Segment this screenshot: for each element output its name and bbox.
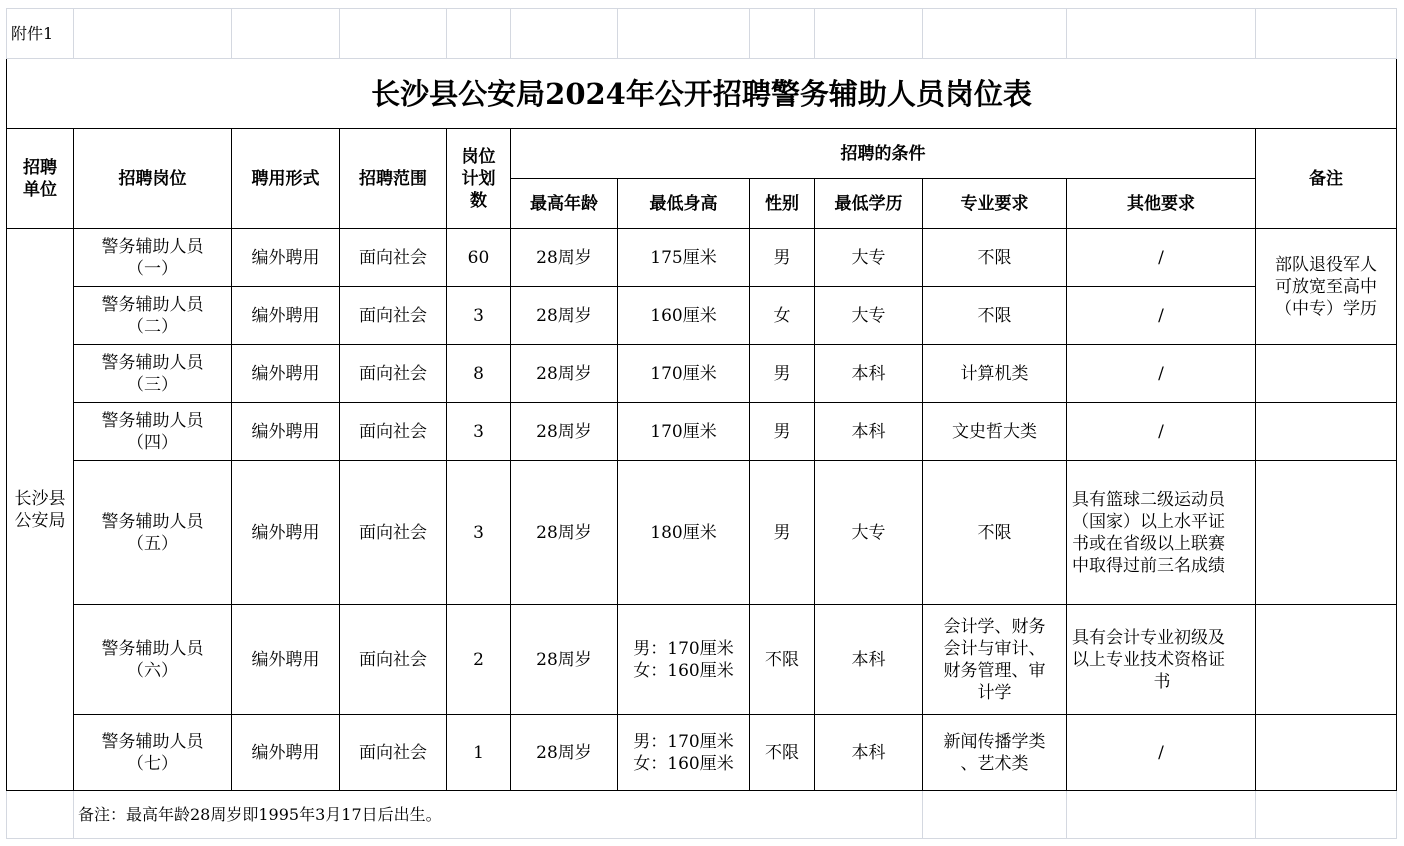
cell-employment: 编外聘用: [232, 345, 340, 403]
cell-major: 新闻传播学类 、艺术类: [923, 715, 1067, 791]
cell-height: 170厘米: [618, 403, 750, 461]
cell-height: 175厘米: [618, 229, 750, 287]
cell-major: 不限: [923, 287, 1067, 345]
cell-height: 男：170厘米 女：160厘米: [618, 715, 750, 791]
cell-scope: 面向社会: [340, 715, 447, 791]
title-row: [7, 59, 1397, 129]
cell-scope: 面向社会: [340, 345, 447, 403]
cell-gender: 男: [750, 345, 815, 403]
cell-age: 28周岁: [511, 715, 618, 791]
cell-major: 会计学、财务 会计与审计、 财务管理、审 计学: [923, 605, 1067, 715]
cell-edu: 大专: [815, 229, 923, 287]
table-row: [7, 715, 1397, 791]
cell-employment: 编外聘用: [232, 715, 340, 791]
cell-gender: 不限: [750, 605, 815, 715]
cell-position: 警务辅助人员 （四）: [74, 403, 232, 461]
cell-gender: 男: [750, 403, 815, 461]
cell-position: 警务辅助人员 （二）: [74, 287, 232, 345]
cell-employment: 编外聘用: [232, 605, 340, 715]
table-row: [7, 403, 1397, 461]
header-max-age: 最高年龄: [511, 179, 618, 229]
cell-gender: 女: [750, 287, 815, 345]
cell-gender: 男: [750, 229, 815, 287]
cell-position: 警务辅助人员 （七）: [74, 715, 232, 791]
cell-employment: 编外聘用: [232, 229, 340, 287]
header-unit: 招聘 单位: [7, 129, 74, 229]
header-row-1: [7, 129, 1397, 179]
header-min-edu: 最低学历: [815, 179, 923, 229]
table-row: [7, 287, 1397, 345]
header-remark: 备注: [1256, 129, 1397, 229]
cell-plan: 8: [447, 345, 511, 403]
cell-height: 160厘米: [618, 287, 750, 345]
cell-other: /: [1067, 715, 1256, 791]
remark-cell: [1256, 403, 1397, 461]
cell-employment: 编外聘用: [232, 403, 340, 461]
cell-edu: 本科: [815, 715, 923, 791]
header-other: 其他要求: [1067, 179, 1256, 229]
remark-cell: [1256, 605, 1397, 715]
header-conditions: 招聘的条件: [511, 129, 1256, 179]
cell-height: 180厘米: [618, 461, 750, 605]
cell-age: 28周岁: [511, 287, 618, 345]
cell-scope: 面向社会: [340, 403, 447, 461]
cell-major: 文史哲大类: [923, 403, 1067, 461]
cell-scope: 面向社会: [340, 461, 447, 605]
cell-scope: 面向社会: [340, 229, 447, 287]
header-min-height: 最低身高: [618, 179, 750, 229]
header-major: 专业要求: [923, 179, 1067, 229]
cell-age: 28周岁: [511, 461, 618, 605]
cell-scope: 面向社会: [340, 287, 447, 345]
cell-other: 具有篮球二级运动员 （国家）以上水平证 书或在省级以上联赛 中取得过前三名成绩: [1067, 461, 1256, 605]
cell-other: /: [1067, 287, 1256, 345]
header-plan: 岗位 计划 数: [447, 129, 511, 229]
cell-major: 不限: [923, 461, 1067, 605]
cell-position: 警务辅助人员 （六）: [74, 605, 232, 715]
cell-major: 计算机类: [923, 345, 1067, 403]
remark-cell: [1256, 345, 1397, 403]
cell-age: 28周岁: [511, 605, 618, 715]
cell-other: /: [1067, 403, 1256, 461]
attachment-label: 附件1: [7, 9, 74, 59]
cell-other: /: [1067, 229, 1256, 287]
footnote-row: [7, 791, 1397, 839]
header-gender: 性别: [750, 179, 815, 229]
remark-cell: [1256, 461, 1397, 605]
header-position: 招聘岗位: [74, 129, 232, 229]
cell-plan: 60: [447, 229, 511, 287]
table-row: [7, 345, 1397, 403]
cell-position: 警务辅助人员 （三）: [74, 345, 232, 403]
recruitment-table: [6, 8, 1397, 839]
cell-other: 具有会计专业初级及 以上专业技术资格证 书: [1067, 605, 1256, 715]
table-row: [7, 229, 1397, 287]
cell-scope: 面向社会: [340, 605, 447, 715]
table-row: [7, 461, 1397, 605]
cell-height: 170厘米: [618, 345, 750, 403]
remark-cell: [1256, 715, 1397, 791]
cell-age: 28周岁: [511, 229, 618, 287]
header-scope: 招聘范围: [340, 129, 447, 229]
cell-edu: 本科: [815, 605, 923, 715]
page-title: 长沙县公安局2024年公开招聘警务辅助人员岗位表: [7, 59, 1397, 129]
cell-gender: 男: [750, 461, 815, 605]
unit-name: 长沙县 公安局: [7, 229, 74, 791]
cell-position: 警务辅助人员 （五）: [74, 461, 232, 605]
cell-plan: 3: [447, 461, 511, 605]
attachment-row: [7, 9, 1397, 59]
cell-plan: 2: [447, 605, 511, 715]
cell-age: 28周岁: [511, 345, 618, 403]
cell-other: /: [1067, 345, 1256, 403]
cell-plan: 3: [447, 287, 511, 345]
remark-cell: 部队退役军人 可放宽至高中 （中专）学历: [1256, 229, 1397, 345]
cell-height: 男：170厘米 女：160厘米: [618, 605, 750, 715]
cell-employment: 编外聘用: [232, 287, 340, 345]
cell-employment: 编外聘用: [232, 461, 340, 605]
header-employment: 聘用形式: [232, 129, 340, 229]
cell-edu: 本科: [815, 403, 923, 461]
cell-edu: 本科: [815, 345, 923, 403]
cell-plan: 1: [447, 715, 511, 791]
cell-gender: 不限: [750, 715, 815, 791]
cell-edu: 大专: [815, 287, 923, 345]
cell-major: 不限: [923, 229, 1067, 287]
table-row: [7, 605, 1397, 715]
cell-plan: 3: [447, 403, 511, 461]
cell-edu: 大专: [815, 461, 923, 605]
cell-age: 28周岁: [511, 403, 618, 461]
footnote: 备注：最高年龄28周岁即1995年3月17日后出生。: [74, 791, 923, 839]
cell-position: 警务辅助人员 （一）: [74, 229, 232, 287]
